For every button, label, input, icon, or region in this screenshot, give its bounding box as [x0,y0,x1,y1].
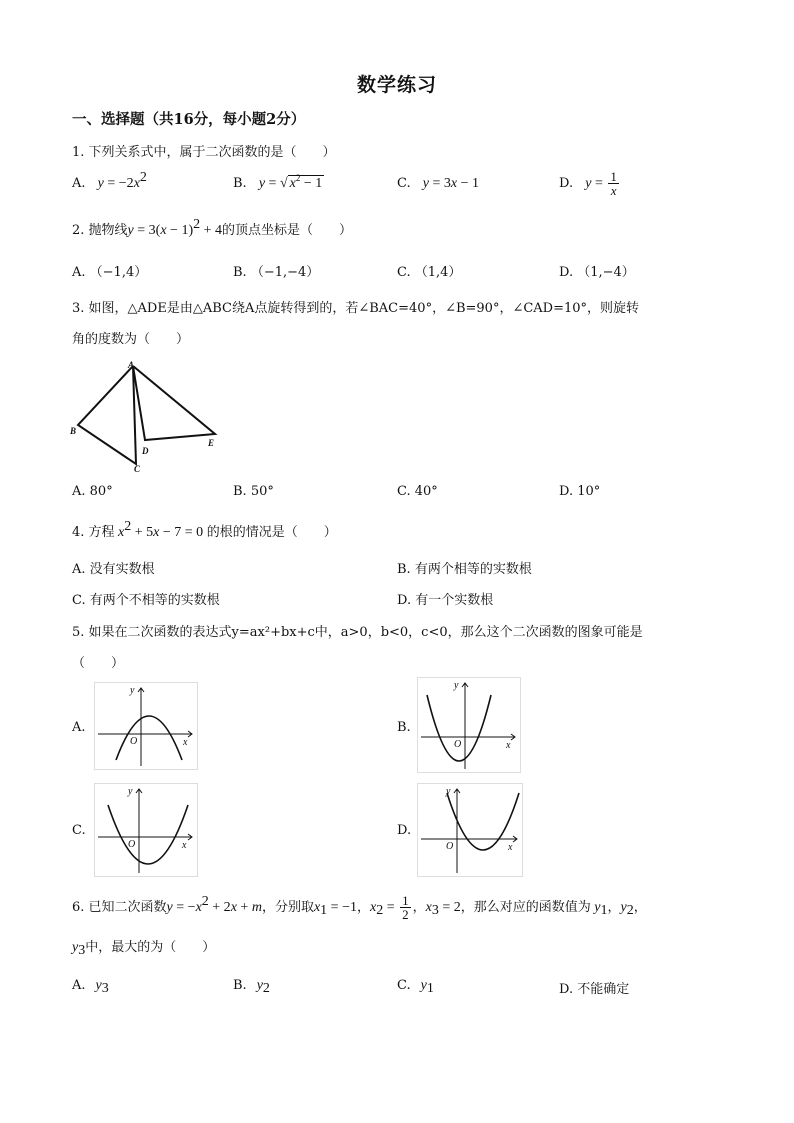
q3-stem-line2: 角的度数为（ ） [72,332,190,347]
q2-option-b[interactable]: B. （−1,−4） [233,265,320,280]
q5-graph-c[interactable] [94,783,198,877]
page-title: 数学练习 [356,74,437,96]
q4-option-d[interactable]: D. 有一个实数根 [397,593,494,608]
q1-option-d-label: D. [559,176,574,191]
q1-option-b[interactable]: B. y = √ $x^2 - 1$ [233,173,323,191]
label-b: B [70,426,77,436]
q2-option-a[interactable]: A. （−1,4） [72,265,148,280]
q5-option-b-label[interactable]: B. [397,720,411,735]
label-c: C [134,464,141,474]
svg-text:x: x [183,737,188,748]
svg-text:x: x [182,840,187,851]
triangle-abc [78,366,136,464]
q5-graph-a[interactable] [94,682,198,770]
q5-graph-b[interactable] [417,677,521,773]
q1-option-b-label: B. [233,176,247,191]
q4-option-c[interactable]: C. 有两个不相等的实数根 [72,593,220,608]
label-d: D [142,446,149,456]
q4-option-b[interactable]: B. 有两个相等的实数根 [397,562,532,577]
q1-option-a-label: A. [72,176,86,191]
svg-text:x: x [506,740,511,751]
q5-option-c-label[interactable]: C. [72,823,86,838]
label-e: E [208,438,215,448]
q5-graph-d[interactable] [417,783,523,877]
triangle-ade [133,366,215,440]
q5-stem-line1: 5. 如果在二次函数的表达式y=ax²+bx+c中，a>0，b<0，c<0，那么这个二次函数的图象可能是 [72,625,643,640]
q1-option-c-label: C. [397,176,411,191]
q3-stem-line1: 3. 如图，△ADE是由△ABC绕A点旋转得到的，若∠BAC=40°，∠B=90°，∠CAD=10°，则旋转 [72,301,640,316]
svg-text:y: y [454,680,459,691]
svg-text:x: x [508,842,513,853]
q4-option-a[interactable]: A. 没有实数根 [72,562,155,577]
q2-option-d[interactable]: D. （1,−4） [559,265,635,280]
q2-stem: 2. 抛物线$y = 3(x - 1)^2 + 4$的顶点坐标是（ ） [72,217,353,238]
q3-option-c[interactable]: C. 40° [397,484,438,499]
q6-option-a[interactable]: A. $y_3$ [72,978,109,996]
q3-option-b[interactable]: B. 50° [233,484,274,499]
svg-text:O: O [130,736,138,747]
q3-option-d[interactable]: D. 10° [559,484,601,499]
q6-option-d[interactable]: D. 不能确定 [559,982,630,997]
q6-stem-line1: 6. 已知二次函数$y = -x^2 + 2x + m$，分别取$x_1 = -1$，$x_2$ = $\frac{1}{2}$ ，$x_3 = 2$，那么对应的函数值为 $y_1$，$y_2$， [72,893,647,922]
section-heading: 一、选择题（共16分，每小题2分） [72,111,306,128]
q1-option-d[interactable]: D. y = $\frac{1}{x}$ [559,169,617,198]
q2-option-c[interactable]: C. （1,4） [397,265,462,280]
q1-option-c[interactable]: C. y = 3x − 1 [397,176,480,191]
svg-text:y: y [446,786,451,797]
svg-text:O: O [446,841,454,852]
q6-stem-line2: $y_3$中，最大的为（ ） [72,940,216,958]
q5-option-d-label[interactable]: D. [397,823,412,838]
q6-option-c[interactable]: C. $y_1$ [397,978,434,996]
q6-option-b[interactable]: B. $y_2$ [233,978,270,996]
q3-option-a[interactable]: A. 80° [72,484,113,499]
q1-stem: 1. 下列关系式中，属于二次函数的是（ ） [72,145,336,160]
q3-triangle-figure [70,360,230,475]
svg-text:y: y [128,786,133,797]
svg-text:O: O [128,839,136,850]
q1-option-a[interactable]: A. $y = -2x^2$ [72,170,147,191]
q4-stem: 4. 方程 $x^2 + 5x - 7 = 0$ 的根的情况是（ ） [72,519,337,540]
q5-option-a-label[interactable]: A. [72,720,86,735]
svg-text:O: O [454,739,462,750]
q5-stem-line2: （ ） [72,656,125,671]
svg-text:y: y [130,685,135,696]
label-a: A [128,360,135,370]
